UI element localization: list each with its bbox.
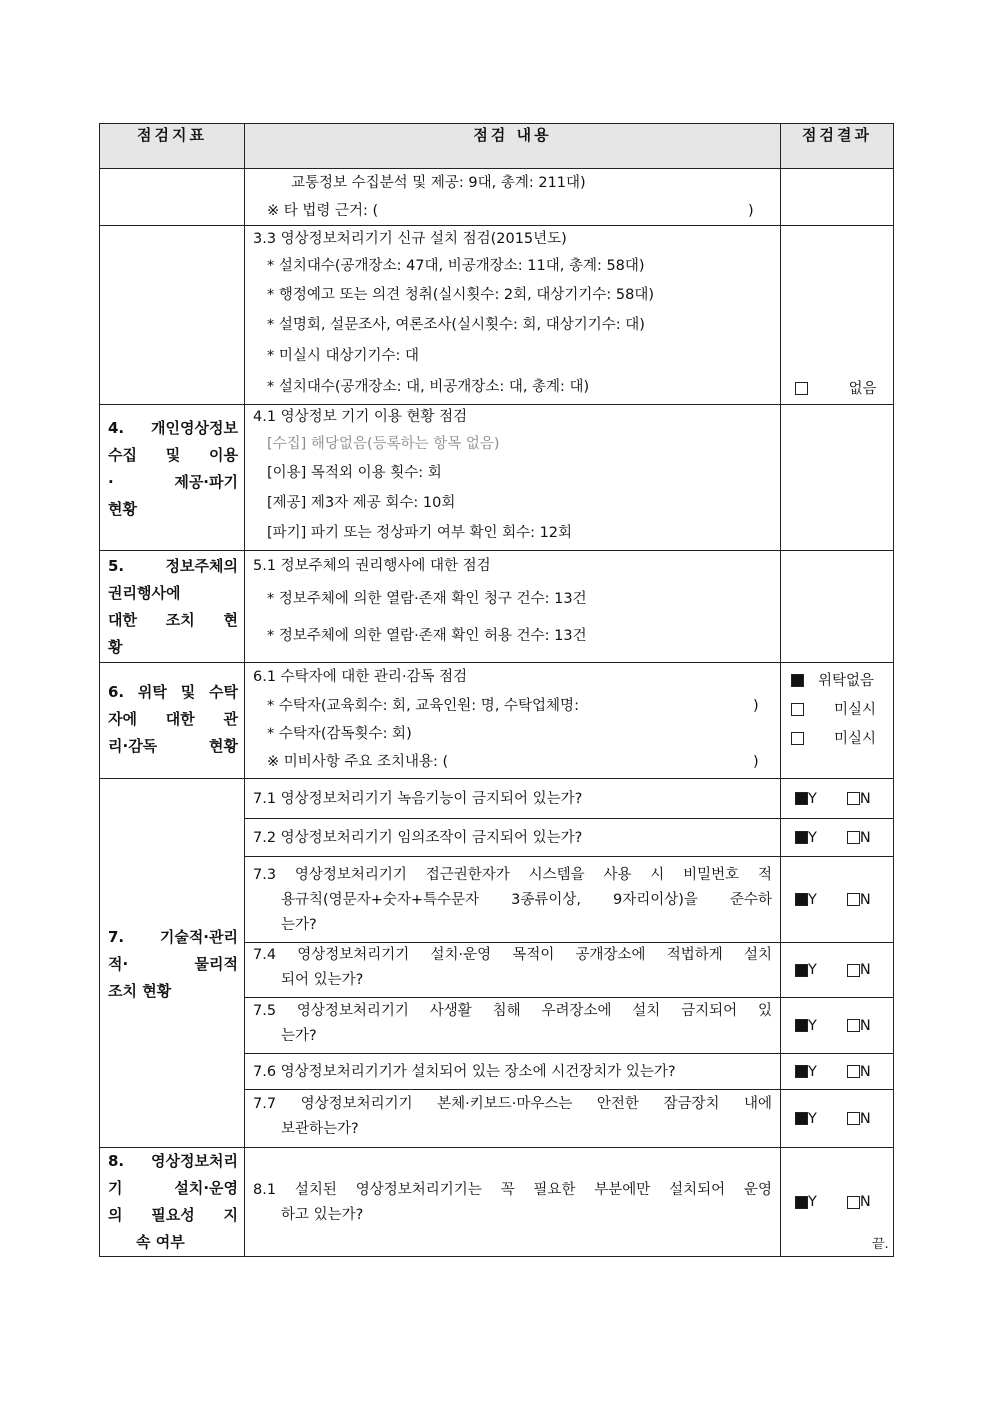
question-cell [245, 1090, 781, 1148]
list-item: * 미실시 대상기기수: 대 [267, 348, 420, 364]
list-item: [이용] 목적외 이용 횟수: 회 [267, 465, 442, 481]
no-checkbox[interactable] [847, 964, 860, 977]
list-item: [파기] 파기 또는 정상파기 여부 확인 회수: 12회 [267, 525, 573, 541]
list-item: * 정보주체에 의한 열람·존재 확인 청구 건수: 13건 [267, 591, 587, 607]
yes-label: Y [808, 790, 817, 807]
yn-cell [781, 943, 894, 998]
question-cell [245, 998, 781, 1054]
yes-checkbox[interactable] [795, 893, 808, 906]
label-line: 자에 대한 관 [108, 710, 238, 728]
label-line: 기 설치·운영 [108, 1179, 238, 1197]
row-6-results [781, 663, 894, 779]
yes-label: Y [808, 1063, 817, 1080]
label-line: 8. 영상정보처리 [108, 1152, 238, 1170]
yn-cell [781, 857, 894, 943]
question-text: 8.1 설치된 영상정보처리기기는 꼭 필요한 부분에만 설치되어 운영 [253, 1182, 772, 1198]
question-cell [245, 857, 781, 943]
header-result: 점검결과 [781, 124, 894, 169]
yes-label: Y [808, 891, 817, 908]
no-checkbox[interactable] [847, 1019, 860, 1032]
list-item: ※ 미비사항 주요 조치내용: ( ) [267, 754, 759, 770]
continuation-line-1: 교통정보 수집분석 및 제공: 9대, 총계: 211대) [291, 175, 586, 191]
checkbox-unchecked[interactable] [795, 382, 808, 395]
list-item: [수집] 해당없음(등록하는 항목 없음) [267, 436, 500, 452]
header-content: 점검 내용 [245, 124, 781, 169]
yn-cell [781, 1054, 894, 1090]
no-checkbox[interactable] [847, 1065, 860, 1078]
yes-checkbox[interactable] [795, 831, 808, 844]
no-label: N [859, 962, 871, 978]
question-text: 7.4 영상정보처리기기 설치·운영 목적이 공개장소에 적법하게 설치 [253, 947, 772, 963]
continuation-line-2: ※ 타 법령 근거: ( ) [267, 203, 754, 219]
row-5 [100, 551, 894, 663]
question-text: 하고 있는가? [281, 1207, 364, 1223]
row-3-3-content [245, 226, 781, 405]
question-text: 7.3 영상정보처리기기 접근권한자가 시스템을 사용 시 비밀번호 적 [253, 867, 772, 883]
empty-cell [100, 226, 245, 405]
yn-cell [781, 998, 894, 1054]
label-line: 의 필요성 지 [108, 1206, 238, 1224]
question-text: 7.5 영상정보처리기기 사생활 침해 우려장소에 설치 금지되어 있 [253, 1003, 772, 1019]
no-checkbox[interactable] [847, 831, 860, 844]
row-5-label [100, 551, 245, 663]
question-text: 7.1 영상정보처리기기 녹음기능이 금지되어 있는가? [253, 790, 583, 807]
question-text: 용규칙(영문자+숫자+특수문자 3종류이상, 9자리이상)을 준수하 [281, 892, 772, 908]
question-cell [245, 1148, 781, 1257]
question-cell [245, 943, 781, 998]
question-text: 는가? [281, 1028, 317, 1044]
label-line: 4. 개인영상정보 [108, 419, 238, 437]
no-label: N [859, 1017, 871, 1034]
label-line: 5. 정보주체의 [108, 557, 238, 575]
label-line: 수집 및 이용 [108, 446, 238, 464]
row-7-1 [100, 779, 894, 819]
no-label: N [859, 829, 871, 846]
empty-cell [781, 405, 894, 551]
yn-cell [781, 779, 894, 819]
label-line: 속 여부 [136, 1233, 185, 1251]
label-line: 권리행사에 [108, 584, 181, 602]
no-label: N [859, 790, 871, 807]
list-item: * 설치대수(공개장소: 대, 비공개장소: 대, 총계: 대) [267, 379, 590, 395]
empty-cell [781, 551, 894, 663]
row-continuation [100, 169, 894, 226]
question-cell [245, 779, 781, 819]
inspection-table [99, 123, 894, 1257]
label-line: 리·감독 현황 [108, 737, 238, 755]
list-item: * 행정예고 또는 의견 청취(실시횟수: 2회, 대상기기수: 58대) [267, 287, 655, 303]
label-line: 대한 조치 현 [108, 611, 238, 629]
empty-cell [100, 169, 245, 226]
none-label: 없음 [848, 381, 877, 397]
question-text: 7.6 영상정보처리기기가 설치되어 있는 장소에 시건장치가 있는가? [253, 1063, 676, 1080]
label-line: 황 [108, 638, 123, 656]
yes-label: Y [808, 1110, 817, 1127]
no-label: N [859, 891, 871, 908]
row-4-label [100, 405, 245, 551]
list-item: * 수탁자(교육회수: 회, 교육인원: 명, 수탁업체명: ) [267, 698, 759, 714]
yn-cell [781, 819, 894, 857]
no-label: N [859, 1194, 871, 1210]
not-conducted-label: 미실시 [834, 702, 877, 718]
row-5-content [245, 551, 781, 663]
no-checkbox[interactable] [847, 1196, 860, 1209]
list-item: [제공] 제3자 제공 회수: 10회 [267, 495, 456, 511]
label-line: 6. 위탁 및 수탁 [108, 683, 238, 701]
list-item: * 수탁자(감독횟수: 회) [267, 726, 412, 742]
row-8-label [100, 1148, 245, 1257]
row-6-label [100, 663, 245, 779]
row-3-3-title: 3.3 영상정보처리기기 신규 설치 점검(2015년도) [253, 231, 567, 247]
not-conducted-label: 미실시 [834, 731, 877, 747]
question-text: 는가? [281, 917, 317, 933]
header-indicator: 점검지표 [100, 124, 245, 169]
checkbox-unchecked[interactable] [791, 732, 804, 745]
label-line: · 제공·파기 [108, 473, 238, 491]
row-4-title: 4.1 영상정보 기기 이용 현황 점검 [253, 409, 468, 425]
row-6 [100, 663, 894, 779]
yes-label: Y [808, 829, 817, 846]
empty-cell [781, 169, 894, 226]
row-8 [100, 1148, 894, 1257]
end-mark: 끝. [872, 1237, 889, 1252]
yes-checkbox[interactable] [795, 1196, 808, 1209]
question-cell [245, 819, 781, 857]
question-cell [245, 1054, 781, 1090]
row-7-label [100, 779, 245, 1148]
yes-checkbox[interactable] [795, 964, 808, 977]
question-text: 7.7 영상정보처리기기 본체·키보드·마우스는 안전한 잠금장치 내에 [253, 1096, 772, 1112]
yes-checkbox[interactable] [795, 792, 808, 805]
checkbox-checked[interactable] [791, 674, 804, 687]
no-label: N [859, 1063, 871, 1080]
no-checkbox[interactable] [847, 893, 860, 906]
no-label: N [859, 1110, 871, 1127]
label-line: 7. 기술적·관리 [108, 927, 238, 946]
no-checkbox[interactable] [847, 792, 860, 805]
row-3-3-result [781, 226, 894, 405]
row-3-3 [100, 226, 894, 405]
no-checkbox[interactable] [847, 1112, 860, 1125]
yes-checkbox[interactable] [795, 1065, 808, 1078]
list-item: * 정보주체에 의한 열람·존재 확인 허용 건수: 13건 [267, 628, 587, 644]
row-4-content [245, 405, 781, 551]
question-text: 보관하는가? [281, 1121, 359, 1137]
label-line: 조치 현황 [108, 981, 172, 1000]
yes-label: Y [808, 1194, 817, 1210]
checkbox-unchecked[interactable] [791, 703, 804, 716]
list-item: * 설치대수(공개장소: 47대, 비공개장소: 11대, 총계: 58대) [267, 258, 645, 274]
no-consignment-label: 위탁없음 [818, 673, 875, 689]
list-item: * 설명회, 설문조사, 여론조사(실시횟수: 회, 대상기기수: 대) [267, 317, 645, 333]
label-line: 현황 [108, 500, 137, 518]
label-line: 적· 물리적 [108, 954, 238, 973]
continuation-content [245, 169, 781, 226]
question-text: 되어 있는가? [281, 972, 364, 988]
yes-checkbox[interactable] [795, 1019, 808, 1032]
row-5-title: 5.1 정보주체의 권리행사에 대한 점검 [253, 558, 491, 574]
row-4 [100, 405, 894, 551]
yn-cell [781, 1090, 894, 1148]
yes-label: Y [808, 962, 817, 978]
header-row [100, 124, 894, 169]
row-6-content [245, 663, 781, 779]
question-text: 7.2 영상정보처리기기 임의조작이 금지되어 있는가? [253, 829, 583, 846]
row-6-title: 6.1 수탁자에 대한 관리·감독 점검 [253, 669, 468, 685]
yes-label: Y [808, 1017, 817, 1034]
yes-checkbox[interactable] [795, 1112, 808, 1125]
